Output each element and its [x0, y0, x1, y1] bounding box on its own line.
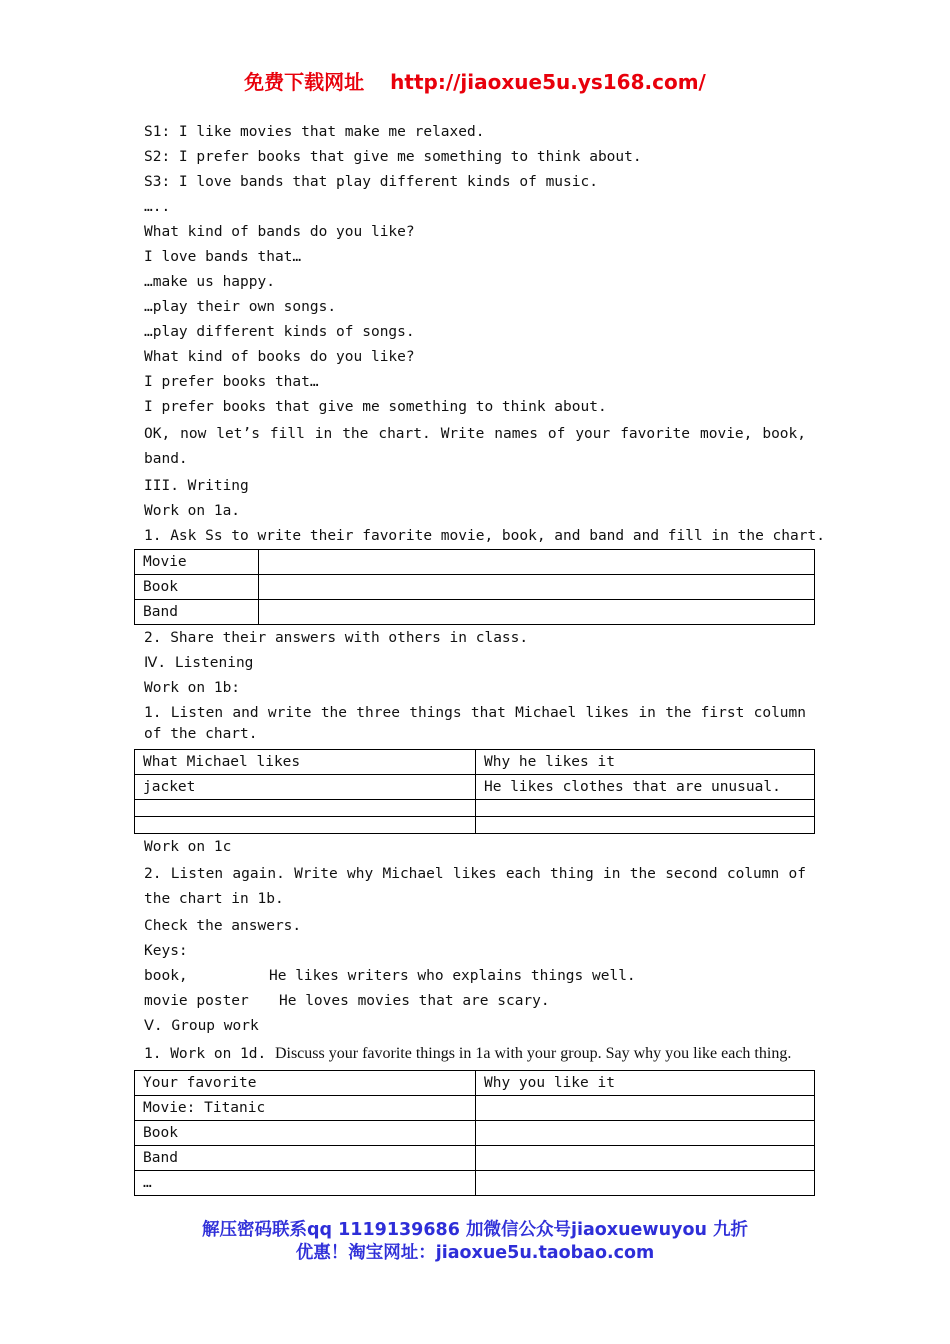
text-line: …..: [144, 199, 171, 215]
table-row: [135, 1171, 815, 1196]
table-header-cell: What Michael likes: [135, 750, 476, 775]
table-header-cell: Why he likes it: [476, 750, 815, 775]
text-line: I prefer books that…: [144, 374, 319, 390]
table-cell: He likes clothes that are unusual.: [476, 775, 815, 800]
footer-line-2: 优惠！淘宝网址：jiaoxue5u.taobao.com: [295, 1243, 655, 1263]
section-heading-group-work: Ⅴ. Group work: [144, 1018, 259, 1034]
text-line: …make us happy.: [144, 274, 275, 290]
text-line: …play their own songs.: [144, 299, 337, 315]
text-line: Work on 1c: [144, 839, 232, 855]
table-row: [135, 1121, 815, 1146]
text-line: 1. Listen and write the three things that Michael likes in the first column of the chart.: [144, 705, 806, 742]
step-text: Discuss your favorite things in 1a with your group. Say why you like each thing.: [274, 1045, 792, 1062]
key-reason: He loves movies that are scary.: [279, 993, 550, 1009]
michael-likes-table: [134, 749, 815, 834]
table-header-cell: Why you like it: [476, 1071, 815, 1096]
table-cell: Band: [135, 1146, 476, 1171]
text-line: Keys:: [144, 943, 188, 959]
table-row: [135, 800, 815, 817]
text-line: Work on 1b:: [144, 680, 241, 696]
section-heading-listening: Ⅳ. Listening: [144, 655, 254, 671]
section-heading-writing: III. Writing: [144, 478, 249, 494]
table-cell: [135, 817, 476, 834]
table-cell: [135, 800, 476, 817]
text-line: I love bands that…: [144, 249, 302, 265]
table-cell: Band: [135, 600, 259, 625]
table-cell: jacket: [135, 775, 476, 800]
table-row: [135, 600, 815, 625]
table-row: [135, 1096, 815, 1121]
text-line: 2. Share their answers with others in class.: [144, 630, 529, 646]
text-line: Check the answers.: [144, 918, 302, 934]
text-line: 2. Listen again. Write why Michael likes each thing in the second column of the chart in 1b.: [144, 866, 806, 907]
table-row: [135, 817, 815, 834]
table-cell: [476, 1096, 815, 1121]
footer-line-1: 解压密码联系qq 1119139686 加微信公众号jiaoxuewuyou 九折: [201, 1220, 749, 1240]
table-row: [135, 550, 815, 575]
text-line: 1. Ask Ss to write their favorite movie, book, and band and fill in the chart.: [144, 528, 825, 544]
table-header-cell: Your favorite: [135, 1071, 476, 1096]
text-line: S1: I like movies that make me relaxed.: [144, 124, 485, 140]
table-cell: [476, 800, 815, 817]
key-reason: He likes writers who explains things well.: [269, 968, 636, 984]
table-row: [135, 750, 815, 775]
your-favorite-table: [134, 1070, 815, 1196]
document-body: [143, 120, 825, 1196]
table-cell: Movie: [135, 550, 259, 575]
table-row: [135, 575, 815, 600]
key-row: [144, 989, 806, 1014]
key-item: book,: [144, 968, 188, 984]
table-cell: [476, 817, 815, 834]
table-cell: Book: [135, 575, 259, 600]
table-cell: [259, 600, 815, 625]
table-row: [135, 775, 815, 800]
text-line: S2: I prefer books that give me something to think about.: [144, 149, 642, 165]
table-cell: Book: [135, 1121, 476, 1146]
text-line: I prefer books that give me something to think about.: [144, 399, 607, 415]
table-cell: [259, 575, 815, 600]
text-line: S3: I love bands that play different kinds of music.: [144, 174, 598, 190]
text-line: Work on 1a.: [144, 503, 241, 519]
table-cell: [476, 1171, 815, 1196]
table-row: [135, 1146, 815, 1171]
fill-chart-instruction: OK, now let’s fill in the chart. Write names of your favorite movie, book, band.: [144, 426, 806, 467]
table-cell: Movie: Titanic: [135, 1096, 476, 1121]
group-work-instruction: [144, 1039, 806, 1069]
table-cell: [259, 550, 815, 575]
step-prefix: 1. Work on 1d.: [144, 1046, 267, 1062]
text-line: What kind of books do you like?: [144, 349, 415, 365]
table-cell: [476, 1146, 815, 1171]
header-site-label: 免费下载网址: [244, 70, 365, 94]
header-url-link[interactable]: http://jiaoxue5u.ys168.com/: [390, 70, 706, 94]
favorites-table: [134, 549, 815, 625]
page-header: [0, 66, 950, 95]
key-row: [144, 964, 806, 989]
table-row: [135, 1071, 815, 1096]
table-cell: [476, 1121, 815, 1146]
text-line: What kind of bands do you like?: [144, 224, 415, 240]
page-footer: [0, 1219, 950, 1265]
table-cell: …: [135, 1171, 476, 1196]
key-item: movie poster: [144, 993, 249, 1009]
text-line: …play different kinds of songs.: [144, 324, 415, 340]
